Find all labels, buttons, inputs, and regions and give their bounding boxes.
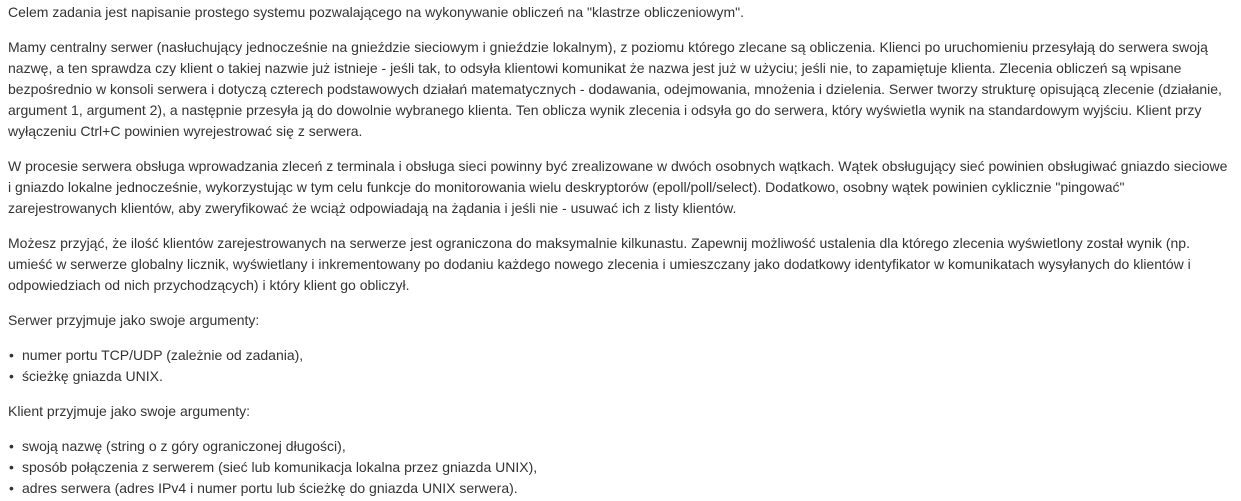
list-item-text: ścieżkę gniazda UNIX. xyxy=(22,368,163,384)
list-item xyxy=(9,457,1233,478)
list-item xyxy=(9,366,1233,387)
bullet-icon: • xyxy=(9,438,14,454)
list-item-text: swoją nazwę (string o z góry ograniczonej długości), xyxy=(22,438,346,454)
intro-paragraph: Celem zadania jest napisanie prostego systemu pozwalającego na wykonywanie obliczeń na "klastrze obliczeniowym". xyxy=(8,4,744,20)
bullet-icon: • xyxy=(9,459,14,475)
server-args-list xyxy=(8,345,1233,387)
bullet-icon: • xyxy=(9,368,14,384)
threads-paragraph: W procesie serwera obsługa wprowadzania zleceń z terminala i obsługa sieci powinny być zrealizowane w dwóch osobnych wątkach. Wątek obsługujący sieć powinien obsługiwać gniazdo sieciowe i gniazdo lokalne jednocześnie, wykorzystując w tym celu funkcje do monitorowania wielu deskryptorów (epoll/poll/select). Dodatkowo, osobny wątek powinien cyklicznie "pingować" zarejestrowanych klientów, aby zweryfikować że wciąż odpowiadają na żądania i jeśli nie - usuwać ich z listy klientów. xyxy=(8,158,1228,216)
list-item xyxy=(9,345,1233,366)
client-args-heading: Klient przyjmuje jako swoje argumenty: xyxy=(8,403,250,419)
bullet-icon: • xyxy=(9,347,14,363)
list-item-text: numer portu TCP/UDP (zależnie od zadania), xyxy=(22,347,304,363)
list-item xyxy=(9,478,1233,499)
bullet-icon: • xyxy=(9,480,14,496)
description-paragraph: Mamy centralny serwer (nasłuchujący jednocześnie na gnieździe sieciowym i gnieździe lokalnym), z poziomu którego zlecane są obliczenia. Klienci po uruchomieniu przesyłają do serwera swoją nazwę, a ten sprawdza czy klient o takiej nazwie już istnieje - jeśli tak, to odsyła klientowi komunikat że nazwa jest już w użyciu; jeśli nie, to zapamiętuje klienta. Zlecenia obliczeń są wpisane bezpośrednio w konsoli serwera i dotyczą czterech podstawowych działań matematycznych - dodawania, odejmowania, mnożenia i dzielenia. Serwer tworzy strukturę opisującą zlecenie (działanie, argument 1, argument 2), a następnie przesyła ją do dowolnie wybranego klienta. Ten oblicza wynik zlecenia i odsyła go do serwera, który wyświetla wynik na standardowym wyjściu. Klient przy wyłączeniu Ctrl+C powinien wyrejestrować się z serwera. xyxy=(8,39,1222,139)
list-item xyxy=(9,436,1233,457)
clients-limit-paragraph: Możesz przyjąć, że ilość klientów zarejestrowanych na serwerze jest ograniczona do maksymalnie kilkunastu. Zapewnij możliwość ustalenia dla którego zlecenia wyświetlony został wynik (np. umieść w serwerze globalny licznik, wyświetlany i inkrementowany po dodaniu każdego nowego zlecenia i umieszczany jako dodatkowy identyfikator w komunikatach wysyłanych do klientów i odpowiedziach od nich przychodzących) i który klient go obliczył. xyxy=(8,235,1191,293)
list-item-text: sposób połączenia z serwerem (sieć lub komunikacja lokalna przez gniazda UNIX), xyxy=(22,459,538,475)
list-item-text: adres serwera (adres IPv4 i numer portu lub ścieżkę do gniazda UNIX serwera). xyxy=(22,480,518,496)
client-args-list xyxy=(8,436,1233,499)
server-args-heading: Serwer przyjmuje jako swoje argumenty: xyxy=(8,312,260,328)
